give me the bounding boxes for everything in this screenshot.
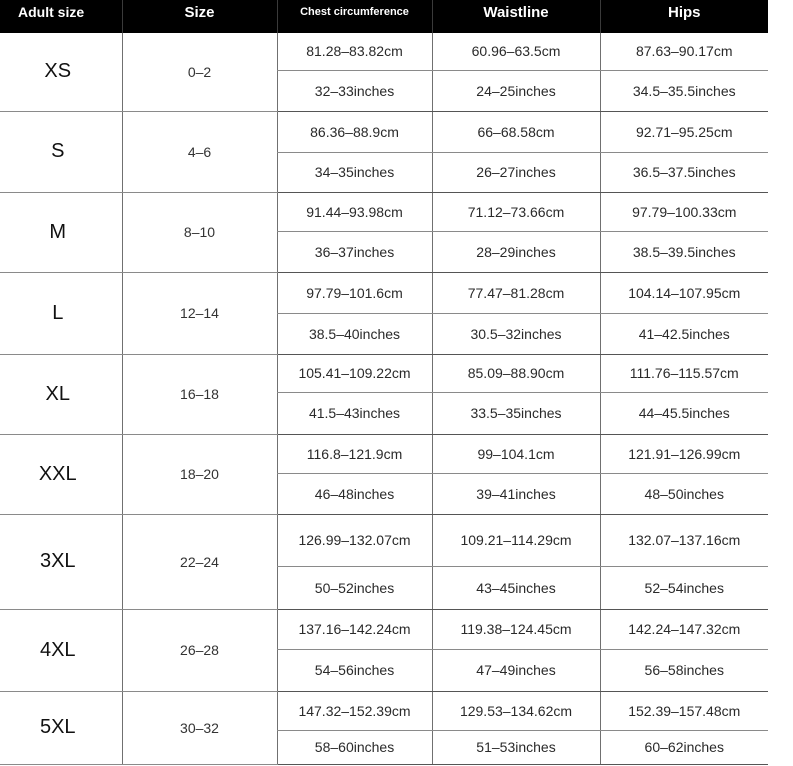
waist-inches-cell: 24–25inches — [432, 70, 600, 111]
hips-inches-cell: 48–50inches — [600, 473, 768, 514]
hips-cm-cell: 132.07–137.16cm — [600, 514, 768, 566]
chest-inches-cell: 36–37inches — [277, 231, 432, 272]
table-row — [0, 354, 768, 392]
adult-size-label: S — [51, 140, 65, 162]
waist-cm-cell: 99–104.1cm — [432, 434, 600, 473]
hips-cm-cell: 104.14–107.95cm — [600, 272, 768, 313]
chest-cm-cell: 116.8–121.9cm — [277, 434, 432, 473]
hips-inches-cell: 60–62inches — [600, 730, 768, 764]
adult-size-cell — [0, 33, 122, 111]
header-row — [0, 0, 768, 33]
table-row — [0, 691, 768, 730]
table-row — [0, 192, 768, 231]
adult-size-cell — [0, 434, 122, 514]
numeric-size-cell: 8–10 — [122, 192, 277, 272]
table-row — [0, 609, 768, 649]
waist-inches-cell: 30.5–32inches — [432, 313, 600, 354]
header-chest-circumference: Chest circumference — [277, 0, 432, 33]
hips-cm-cell: 142.24–147.32cm — [600, 609, 768, 649]
header-adult-size: Adult size — [0, 0, 122, 33]
adult-size-label: M — [49, 220, 67, 243]
waist-cm-cell: 77.47–81.28cm — [432, 272, 600, 313]
numeric-size-cell: 16–18 — [122, 354, 277, 434]
adult-size-label: L — [52, 301, 64, 324]
waist-cm-cell: 71.12–73.66cm — [432, 192, 600, 231]
waist-cm-cell: 66–68.58cm — [432, 111, 600, 152]
adult-size-label: XL — [45, 382, 70, 405]
hips-cm-cell: 121.91–126.99cm — [600, 434, 768, 473]
adult-size-label: 4XL — [39, 638, 76, 661]
table-row — [0, 272, 768, 313]
header-hips: Hips — [600, 0, 768, 33]
adult-size-label: XS — [44, 60, 72, 83]
chest-inches-cell: 34–35inches — [277, 152, 432, 192]
chest-cm-cell: 137.16–142.24cm — [277, 609, 432, 649]
hips-cm-cell: 111.76–115.57cm — [600, 354, 768, 392]
hips-inches-cell: 52–54inches — [600, 566, 768, 609]
waist-inches-cell: 26–27inches — [432, 152, 600, 192]
table-row — [0, 514, 768, 566]
chest-inches-cell: 41.5–43inches — [277, 392, 432, 434]
hips-inches-cell: 36.5–37.5inches — [600, 152, 768, 192]
chest-inches-cell: 38.5–40inches — [277, 313, 432, 354]
waist-inches-cell: 51–53inches — [432, 730, 600, 764]
chest-inches-cell: 32–33inches — [277, 70, 432, 111]
hips-inches-cell: 56–58inches — [600, 649, 768, 691]
chest-cm-cell: 91.44–93.98cm — [277, 192, 432, 231]
table-row — [0, 111, 768, 152]
header-waistline: Waistline — [432, 0, 600, 33]
waist-cm-cell: 129.53–134.62cm — [432, 691, 600, 730]
hips-inches-cell: 38.5–39.5inches — [600, 231, 768, 272]
waist-inches-cell: 43–45inches — [432, 566, 600, 609]
numeric-size-cell: 12–14 — [122, 272, 277, 354]
hips-cm-cell: 92.71–95.25cm — [600, 111, 768, 152]
adult-size-label: 5XL — [39, 716, 76, 738]
header-size: Size — [122, 0, 277, 33]
adult-size-cell — [0, 609, 122, 691]
chest-cm-cell: 97.79–101.6cm — [277, 272, 432, 313]
hips-cm-cell: 97.79–100.33cm — [600, 192, 768, 231]
adult-size-label: 3XL — [39, 550, 76, 572]
chest-inches-cell: 46–48inches — [277, 473, 432, 514]
numeric-size-cell: 18–20 — [122, 434, 277, 514]
adult-size-cell — [0, 192, 122, 272]
numeric-size-cell: 22–24 — [122, 514, 277, 609]
table-row — [0, 434, 768, 473]
hips-cm-cell: 152.39–157.48cm — [600, 691, 768, 730]
chest-cm-cell: 147.32–152.39cm — [277, 691, 432, 730]
adult-size-cell — [0, 111, 122, 192]
numeric-size-cell: 26–28 — [122, 609, 277, 691]
chest-inches-cell: 54–56inches — [277, 649, 432, 691]
hips-inches-cell: 34.5–35.5inches — [600, 70, 768, 111]
waist-cm-cell: 109.21–114.29cm — [432, 514, 600, 566]
chest-cm-cell: 105.41–109.22cm — [277, 354, 432, 392]
chest-inches-cell: 58–60inches — [277, 730, 432, 764]
waist-inches-cell: 39–41inches — [432, 473, 600, 514]
adult-size-cell — [0, 514, 122, 609]
hips-cm-cell: 87.63–90.17cm — [600, 33, 768, 70]
adult-size-label: XXL — [38, 462, 77, 485]
waist-inches-cell: 47–49inches — [432, 649, 600, 691]
table-row — [0, 33, 768, 70]
numeric-size-cell: 0–2 — [122, 33, 277, 111]
chest-cm-cell: 126.99–132.07cm — [277, 514, 432, 566]
waist-inches-cell: 33.5–35inches — [432, 392, 600, 434]
numeric-size-cell: 30–32 — [122, 691, 277, 764]
chest-inches-cell: 50–52inches — [277, 566, 432, 609]
waist-inches-cell: 28–29inches — [432, 231, 600, 272]
waist-cm-cell: 60.96–63.5cm — [432, 33, 600, 70]
numeric-size-cell: 4–6 — [122, 111, 277, 192]
chest-cm-cell: 81.28–83.82cm — [277, 33, 432, 70]
adult-size-cell — [0, 272, 122, 354]
hips-inches-cell: 41–42.5inches — [600, 313, 768, 354]
adult-size-cell — [0, 691, 122, 764]
size-chart-body — [0, 33, 768, 764]
waist-cm-cell: 119.38–124.45cm — [432, 609, 600, 649]
hips-inches-cell: 44–45.5inches — [600, 392, 768, 434]
adult-size-cell — [0, 354, 122, 434]
chest-cm-cell: 86.36–88.9cm — [277, 111, 432, 152]
waist-cm-cell: 85.09–88.90cm — [432, 354, 600, 392]
